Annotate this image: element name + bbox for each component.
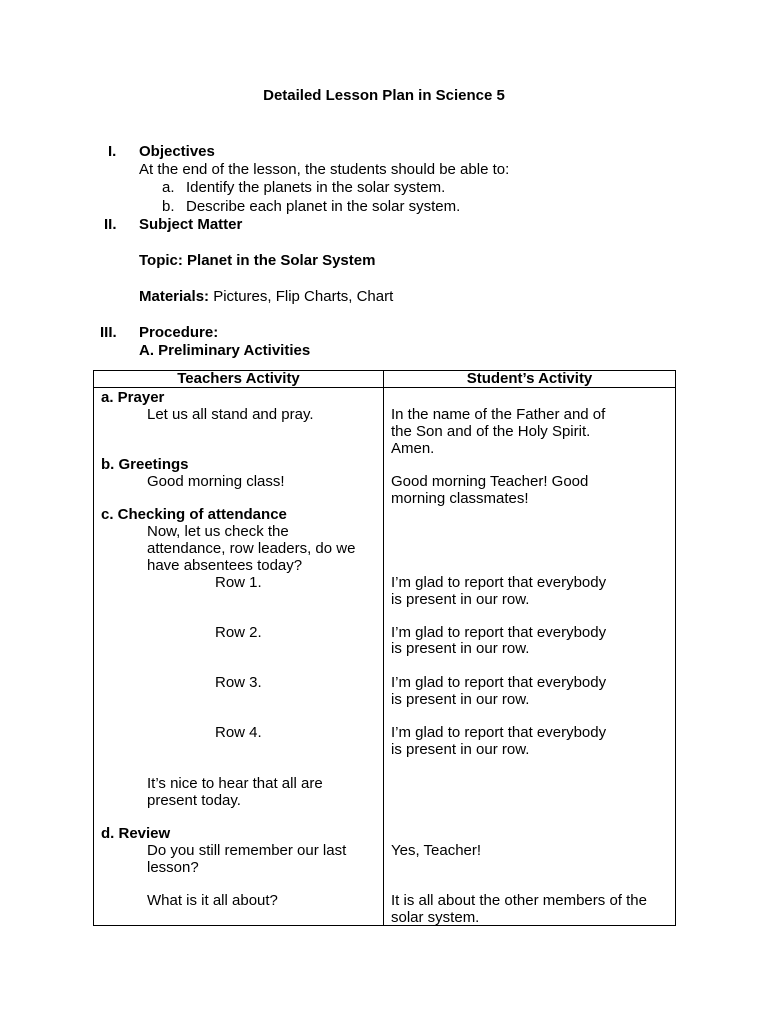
section-numeral-objectives: I.: [108, 143, 117, 160]
nice-line-2: present today.: [147, 792, 241, 809]
preliminary-activities-heading: A. Preliminary Activities: [139, 342, 311, 359]
greetings-response-line-1: Good morning Teacher! Good: [391, 473, 589, 490]
row-3-response-line-2: is present in our row.: [391, 691, 530, 708]
page-title: Detailed Lesson Plan in Science 5: [263, 87, 505, 104]
row-1-response-line-1: I’m glad to report that everybody: [391, 574, 607, 591]
row-4-response-line-2: is present in our row.: [391, 741, 530, 758]
row-1-label: Row 1.: [215, 574, 262, 591]
attendance-line-2: attendance, row leaders, do we: [147, 540, 356, 557]
objective-marker-a: a.: [162, 179, 175, 196]
review-question-1-line-1: Do you still remember our last: [147, 842, 347, 859]
objective-marker-b: b.: [162, 198, 175, 215]
attendance-heading: c. Checking of attendance: [101, 506, 287, 523]
prayer-response-line-1: In the name of the Father and of: [391, 406, 606, 423]
row-3-response-line-1: I’m glad to report that everybody: [391, 674, 607, 691]
procedure-heading: Procedure:: [139, 324, 219, 341]
objective-item-a: Identify the planets in the solar system.: [186, 179, 446, 196]
section-numeral-subject: II.: [104, 216, 117, 233]
row-2-response-line-2: is present in our row.: [391, 640, 530, 657]
attendance-line-1: Now, let us check the: [147, 523, 289, 540]
objective-item-b: Describe each planet in the solar system.: [186, 198, 461, 215]
objectives-heading: Objectives: [139, 143, 215, 160]
review-question-2: What is it all about?: [147, 892, 278, 909]
section-numeral-procedure: III.: [100, 324, 117, 341]
prayer-response-line-2: the Son and of the Holy Spirit.: [391, 423, 591, 440]
teacher-column: [94, 388, 384, 926]
materials-label: Materials:: [139, 288, 210, 305]
review-question-1-line-2: lesson?: [147, 859, 199, 876]
review-answer-2-line-2: solar system.: [391, 909, 480, 926]
row-2-label: Row 2.: [215, 624, 262, 641]
student-column: [384, 388, 676, 926]
table-header-row: [94, 371, 676, 388]
review-answer-2-line-1: It is all about the other members of the: [391, 892, 647, 909]
row-4-label: Row 4.: [215, 724, 262, 741]
greetings-response-line-2: morning classmates!: [391, 490, 529, 507]
activities-table: [93, 370, 676, 926]
row-4-response-line-1: I’m glad to report that everybody: [391, 724, 607, 741]
prayer-heading: a. Prayer: [101, 389, 165, 406]
row-3-label: Row 3.: [215, 674, 262, 691]
teachers-activity-header: Teachers Activity: [94, 371, 384, 388]
table-row: [94, 388, 676, 926]
row-2-response-line-1: I’m glad to report that everybody: [391, 624, 607, 641]
greetings-heading: b. Greetings: [101, 456, 189, 473]
greetings-line: Good morning class!: [147, 473, 285, 490]
subject-matter-heading: Subject Matter: [139, 216, 243, 233]
row-1-response-line-2: is present in our row.: [391, 591, 530, 608]
review-answer-1: Yes, Teacher!: [391, 842, 482, 859]
nice-line-1: It’s nice to hear that all are: [147, 775, 323, 792]
prayer-response-line-3: Amen.: [391, 440, 435, 457]
objectives-intro: At the end of the lesson, the students should be able to:: [139, 161, 510, 178]
students-activity-header: Student’s Activity: [384, 371, 676, 388]
topic-line: Topic: Planet in the Solar System: [139, 252, 376, 269]
prayer-line: Let us all stand and pray.: [147, 406, 314, 423]
materials-line: [139, 288, 393, 306]
attendance-line-3: have absentees today?: [147, 557, 303, 574]
review-heading: d. Review: [101, 825, 171, 842]
materials-value: Pictures, Flip Charts, Chart: [213, 288, 394, 305]
